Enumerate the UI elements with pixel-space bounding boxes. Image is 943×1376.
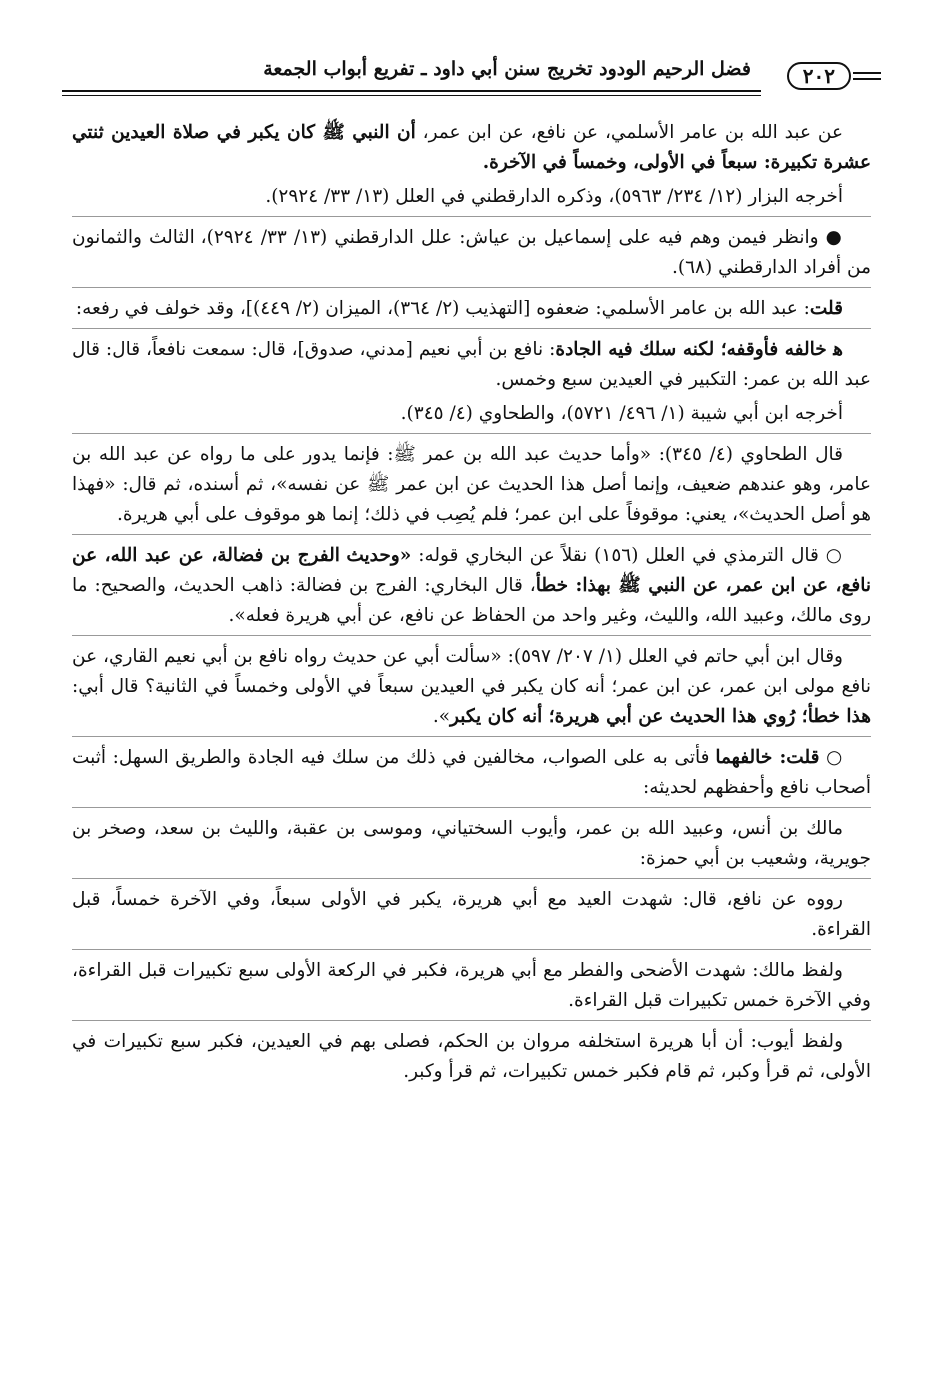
section-divider	[72, 1020, 871, 1021]
text-run-bold: «وحديث الفرج بن فضالة، عن عبد الله، عن نافع، عن ابن عمر، عن النبي ﷺ بهذا: خطأ	[72, 545, 872, 596]
page-number: ٢٠٢	[787, 62, 851, 90]
text-run-bold: قلت	[809, 298, 843, 319]
paragraph	[72, 182, 871, 212]
text-run: ».	[432, 706, 451, 727]
text-run: مالك بن أنس، وعبيد الله بن عمر، وأيوب السختياني، وموسى بن عقبة، والليث بن سعد، وصخر بن جويرية، وشعيب بن أبي حمزة:	[72, 818, 871, 869]
header-rule	[62, 90, 761, 92]
paragraph	[72, 743, 871, 803]
text-run: رووه عن نافع، قال: شهدت العيد مع أبي هريرة، يكبر في الأولى سبعاً، وفي الآخرة خمساً، قبل القراءة.	[72, 889, 871, 940]
section-divider	[72, 433, 871, 434]
section-divider	[72, 534, 871, 535]
section-divider	[72, 328, 871, 329]
text-run-bold: أن النبي ﷺ كان يكبر في صلاة العيدين ثنتي عشرة تكبيرة: سبعاً في الأولى، وخمساً في الآخرة.	[72, 122, 871, 173]
paragraph	[72, 335, 871, 395]
section-divider	[72, 287, 871, 288]
section-divider	[72, 216, 871, 217]
text-run: عن عبد الله بن عامر الأسلمي، عن نافع، عن ابن عمر،	[415, 122, 844, 143]
text-run: ● وانظر فيمن وهم فيه على إسماعيل بن عياش: علل الدارقطني (١٣/ ٣٣/ ٢٩٢٤)، الثالث والثمانون من أفراد الدارقطني (٦٨).	[72, 227, 871, 278]
text-run: أخرجه البزار (١٢/ ٢٣٤/ ٥٩٦٣)، وذكره الدارقطني في العلل (١٣/ ٣٣/ ٢٩٢٤).	[265, 186, 843, 207]
text-run: وقال ابن أبي حاتم في العلل (١/ ٢٠٧/ ٥٩٧): «سألت أبي عن حديث رواه نافع بن أبي نعيم القاري، عن نافع مولى ابن عمر، عن ابن عمر؛ أنه كان يكبر في العيدين سبعاً في الأولى وخمساً في الثانية؟ قال أبي:	[72, 646, 871, 697]
ornament-rule	[853, 72, 881, 80]
paragraph	[72, 541, 871, 631]
section-divider	[72, 736, 871, 737]
text-run: قال الطحاوي (٤/ ٣٤٥): «وأما حديث عبد الله بن عمر ﷺ: فإنما يدور على ما رواه عن عبد الله بن عامر، وهو عندهم ضعيف، وإنما أصل هذا الحديث عن ابن عمر ﷺ عن نفسه»، ثم أسنده، ثم قال: «فهذا هو أصل الحديث»، يعني: موقوفاً على ابن عمر؛ فلم يُصِب في ذلك؛ إنما هو موقوف على أبي هريرة.	[72, 444, 871, 525]
text-run: أخرجه ابن أبي شيبة (١/ ٤٩٦/ ٥٧٢١)، والطحاوي (٤/ ٣٤٥).	[400, 403, 843, 424]
text-run: ولفظ أيوب: أن أبا هريرة استخلفه مروان بن الحكم، فصلى بهم في العيدين، فكبر سبع تكبيرات في الأولى، ثم قرأ وكبر، ثم قام فكبر خمس تكبيرات، ثم قرأ وكبر.	[72, 1031, 871, 1082]
section-divider	[72, 878, 871, 879]
header-rule-thin	[62, 95, 761, 96]
paragraph	[72, 399, 871, 429]
paragraph	[72, 223, 871, 283]
text-run-bold: هذا خطأ؛ رُوي هذا الحديث عن أبي هريرة؛ أنه كان يكبر	[450, 706, 871, 727]
text-run: : نافع بن أبي نعيم [مدني، صدوق]، قال: سمعت نافعاً، قال: قال عبد الله بن عمر: التكبير في العيدين سبع وخمس.	[72, 339, 871, 390]
page-number-ornament	[761, 66, 881, 94]
text-run: ○	[819, 747, 843, 768]
paragraph	[72, 118, 871, 178]
page-body	[72, 118, 871, 1091]
section-divider	[72, 635, 871, 636]
text-run: ، قال البخاري: الفرج بن فضالة: ذاهب الحديث، والصحيح: ما روى مالك، وعبيد الله، والليث، وغير واحد من الحفاظ عن نافع، عن أبي هريرة فعله».	[72, 575, 871, 626]
text-run: فأتى به على الصواب، مخالفين في ذلك من سلك فيه الجادة والطريق السهل: أثبت أصحاب نافع وأحفظهم لحديثه:	[72, 747, 871, 798]
section-divider	[72, 949, 871, 950]
text-run-bold: ﻫ خالفه فأوقفه؛ لكنه سلك فيه الجادة	[555, 339, 843, 360]
paragraph	[72, 1027, 871, 1087]
paragraph	[72, 814, 871, 874]
paragraph	[72, 294, 871, 324]
text-run: ولفظ مالك: شهدت الأضحى والفطر مع أبي هريرة، فكبر في الركعة الأولى سبع تكبيرات قبل القراءة، وفي الآخرة خمس تكبيرات قبل القراءة.	[72, 960, 871, 1011]
paragraph	[72, 642, 871, 732]
paragraph	[72, 440, 871, 530]
text-run: : عبد الله بن عامر الأسلمي: ضعفوه [التهذيب (٢/ ٣٦٤)، الميزان (٢/ ٤٤٩)]، وقد خولف في رفعه:	[75, 298, 810, 319]
paragraph	[72, 956, 871, 1016]
text-run: ○ قال الترمذي في العلل (١٥٦) نقلاً عن البخاري قوله:	[411, 545, 843, 566]
paragraph	[72, 885, 871, 945]
section-divider	[72, 807, 871, 808]
text-run-bold: قلت: خالفهما	[715, 747, 820, 768]
running-header	[62, 52, 881, 100]
book-title: فضل الرحيم الودود تخريج سنن أبي داود ـ تفريع أبواب الجمعة	[263, 58, 751, 80]
